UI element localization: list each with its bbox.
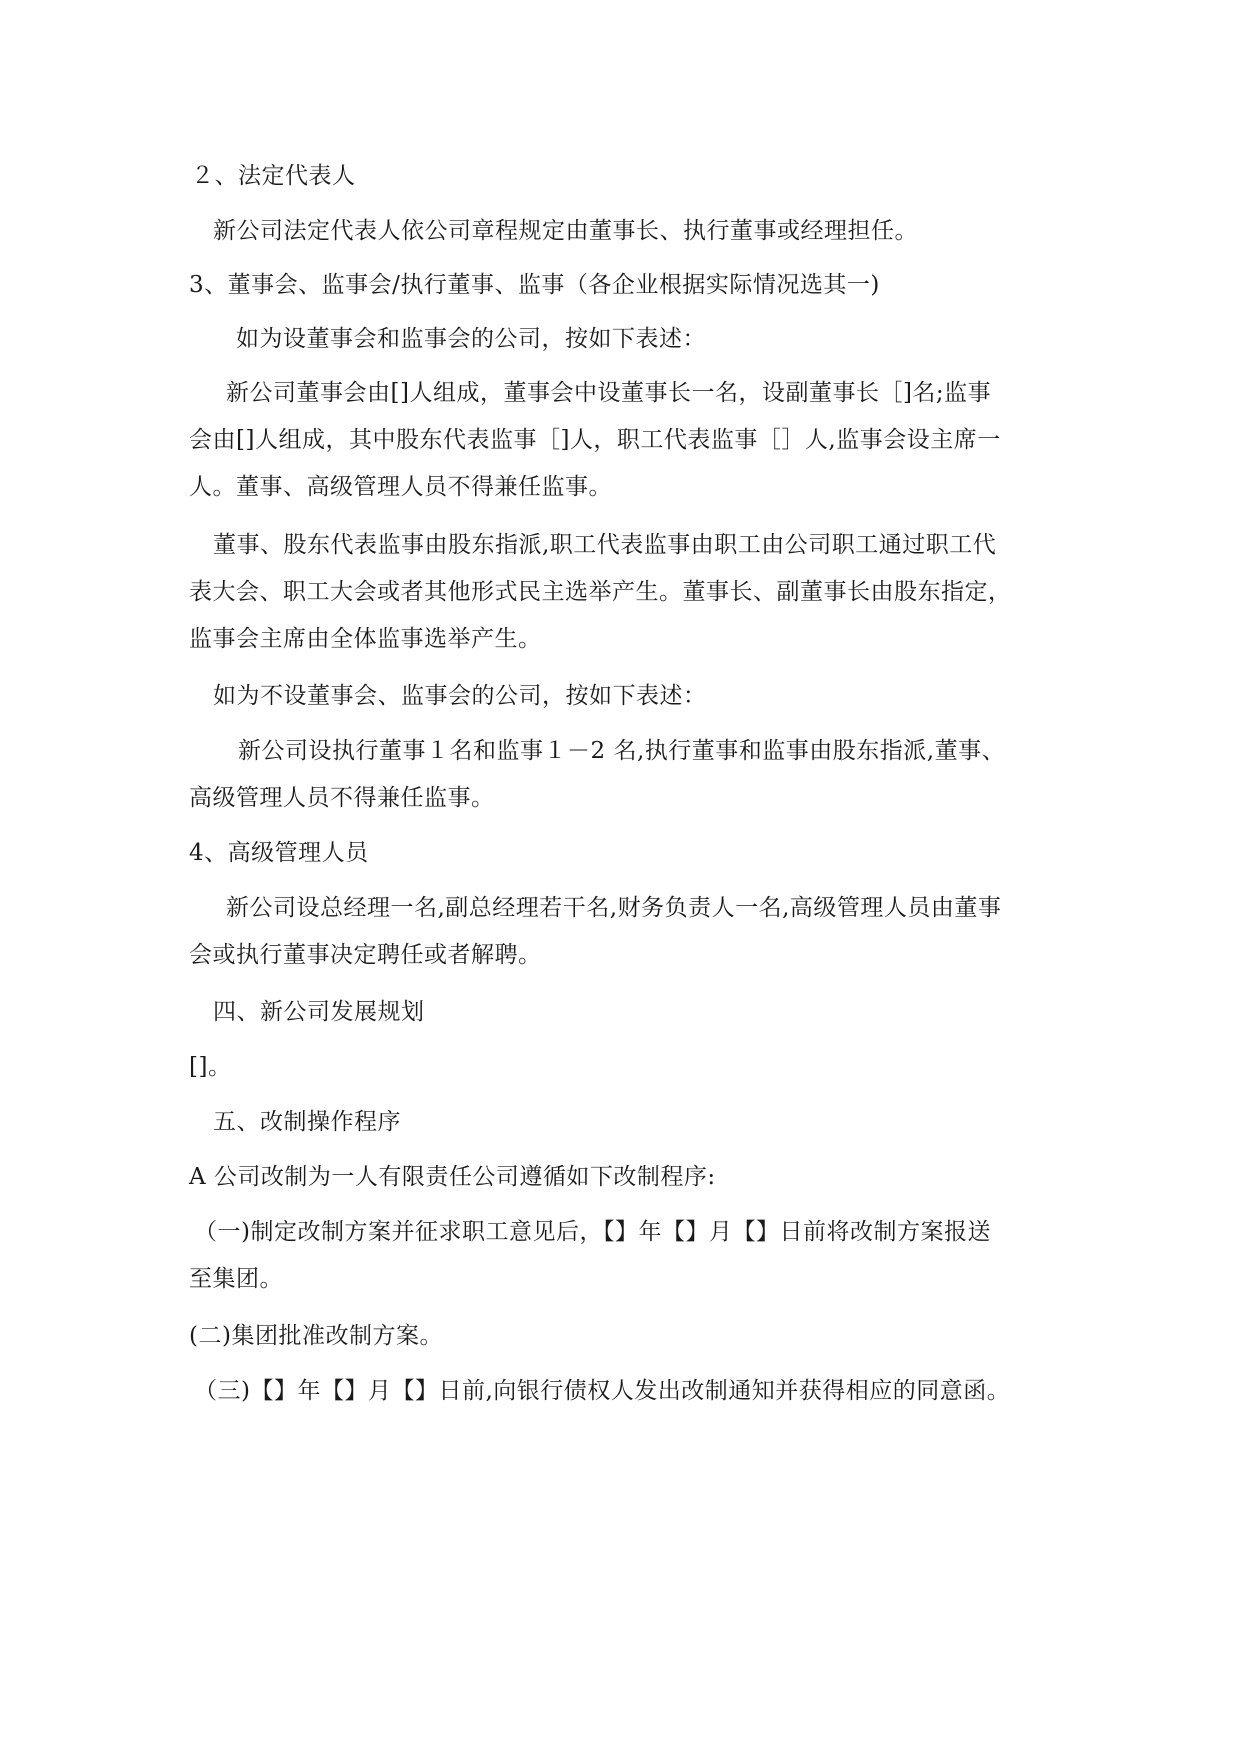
section-heading-legal-representative: ２、法定代表人 [191,163,356,189]
paragraph-legal-representative: 新公司法定代表人依公司章程规定由董事长、执行董事或经理担任。 [213,218,918,244]
paragraph-directors-line-3: 监事会主席由全体监事选举产生。 [189,626,542,652]
section-heading-development-plan: 四、新公司发展规划 [213,999,425,1025]
section-heading-board: 3、董事会、监事会/执行董事、监事（各企业根据实际情况选其一) [189,272,880,298]
procedure-step-3: （三)【】年【】月【】日前,向银行债权人发出改制通知并获得相应的同意函。 [194,1378,1011,1404]
paragraph-no-board-line-2: 高级管理人员不得兼任监事。 [189,785,495,811]
section-heading-restructuring-procedure: 五、改制操作程序 [213,1109,401,1135]
paragraph-no-board-intro: 如为不设董事会、监事会的公司，按如下表述： [213,683,707,709]
paragraph-board-line-3: 人。董事、高级管理人员不得兼任监事。 [189,474,612,500]
paragraph-board-line-2: 会由[]人组成，其中股东代表监事［]人，职工代表监事［］人,监事会设主席一 [189,427,1001,453]
paragraph-development-plan: []。 [189,1054,232,1080]
paragraph-directors-line-1: 董事、股东代表监事由股东指派,职工代表监事由职工由公司职工通过职工代 [213,532,997,558]
paragraph-procedure-intro: A 公司改制为一人有限责任公司遵循如下改制程序: [189,1164,716,1190]
procedure-step-1-line-2: 至集团。 [189,1266,283,1292]
procedure-step-2: (二)集团批准改制方案。 [189,1323,443,1349]
paragraph-board-line-1: 新公司董事会由[]人组成，董事会中设董事长一名，设副董事长［]名;监事 [226,380,992,406]
paragraph-senior-management-line-2: 会或执行董事决定聘任或者解聘。 [189,942,542,968]
paragraph-no-board-line-1: 新公司设执行董事１名和监事１－2 名,执行董事和监事由股东指派,董事、 [238,738,1006,764]
paragraph-board-intro: 如为设董事会和监事会的公司，按如下表述： [236,326,706,352]
paragraph-directors-line-2: 表大会、职工大会或者其他形式民主选举产生。董事长、副董事长由股东指定， [189,579,1012,605]
procedure-step-1-line-1: （一)制定改制方案并征求职工意见后，【】年【】月【】日前将改制方案报送 [194,1219,991,1245]
section-heading-senior-management: 4、高级管理人员 [189,840,369,866]
paragraph-senior-management-line-1: 新公司设总经理一名,副总经理若干名,财务负责人一名,高级管理人员由董事 [226,895,1002,921]
